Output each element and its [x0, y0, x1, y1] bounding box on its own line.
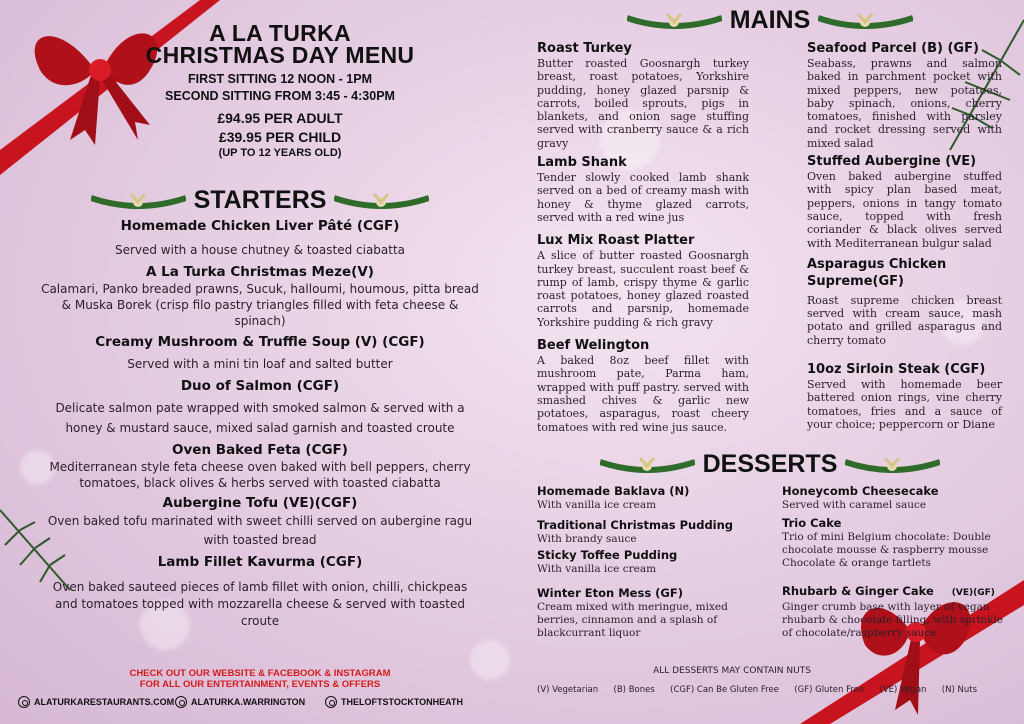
social-stocktonheath[interactable]	[325, 696, 463, 708]
main-item	[807, 361, 1002, 431]
main-name: Stuffed Aubergine (VE)	[807, 154, 977, 170]
main-desc: A slice of butter roasted Goosnargh turkey breast, succulent roast beef & rump of lamb, crispy thyme & garlic roast potatoes, honey glazed roasted carrots and parsnip, homemade Yorkshire pudding & rich gravy	[537, 249, 749, 329]
starter-item	[40, 553, 480, 630]
starter-item	[40, 377, 480, 438]
starter-item	[40, 494, 480, 550]
legend-item: (B) Bones	[613, 685, 655, 695]
header-block	[40, 22, 480, 159]
title-line-1: A LA TURKA	[209, 20, 351, 46]
main-name: Seafood Parcel (B) (GF)	[807, 41, 979, 56]
starter-desc: Oven baked tofu marinated with sweet chilli served on aubergine ragu with toasted bread	[47, 514, 473, 547]
mains-heading-row	[570, 6, 970, 35]
garland-icon	[627, 10, 722, 32]
legend-item: (V) Vegetarian	[537, 685, 599, 695]
starter-desc: Served with a mini tin loaf and salted butter	[127, 357, 393, 371]
starters-heading	[40, 186, 480, 215]
dessert-name: Homemade Baklava (N)	[537, 484, 690, 498]
starter-name: Duo of Salmon (CGF)	[180, 378, 340, 394]
bokeh-light	[470, 640, 510, 680]
legend-item: (N) Nuts	[941, 685, 977, 695]
starters-list	[40, 217, 480, 630]
dessert-desc: With brandy sauce	[537, 533, 637, 545]
main-desc: Served with homemade beer battered onion rings, vine cherry tomatoes, fries and a sauce of your choice; peppercorn or Diane	[807, 378, 1002, 431]
dessert-desc: Cream mixed with meringue, mixed berries, cinnamon and a splash of blackcurrant liquor	[537, 601, 728, 639]
dessert-item	[537, 518, 757, 546]
main-desc: Oven baked aubergine stuffed with spicy plan based meat, peppers, onions in tangy tomato sauce, topped with fresh coriander & black olives served with Mediterranean bulgur salad	[807, 170, 1002, 250]
legend-item: (VE) Vegan	[879, 685, 927, 695]
nuts-note: ALL DESSERTS MAY CONTAIN NUTS	[653, 666, 811, 676]
main-item	[537, 337, 749, 434]
dessert-desc: Served with caramel sauce	[782, 499, 927, 511]
dessert-item	[537, 484, 757, 512]
promo-line-1: CHECK OUT OUR WEBSITE & FACEBOOK & INSTAGRAM	[129, 668, 391, 679]
main-name: Lamb Shank	[537, 155, 627, 171]
instagram-icon	[325, 696, 337, 708]
social-label: ALATURKA.WARRINGTON	[191, 697, 306, 707]
desserts-left-column	[537, 484, 757, 640]
dessert-name: Rhubarb & Ginger Cake	[782, 584, 934, 598]
main-item	[807, 153, 1002, 250]
dessert-tag: (VE)(GF)	[951, 588, 995, 598]
dessert-desc: With vanilla ice cream	[537, 563, 657, 575]
starter-item	[40, 263, 480, 329]
main-name: 10oz Sirloin Steak (CGF)	[807, 362, 986, 378]
starter-name: Creamy Mushroom & Truffle Soup (V) (CGF)	[95, 334, 425, 350]
dessert-item	[782, 584, 1012, 640]
starter-name: Aubergine Tofu (VE)(CGF)	[162, 495, 358, 511]
starter-desc: Calamari, Panko breaded prawns, Sucuk, halloumi, houmous, pitta bread & Muska Borek (crisp filo pastry triangles filled with feta cheese & spinach)	[41, 282, 479, 328]
main-desc: A baked 8oz beef fillet with mushroom pate, Parma ham, wrapped with puff pastry. served with smashed chives & garlic new potatoes, asparagus, roast cheery tomatoes with red wine jus sauce.	[537, 354, 749, 434]
dessert-name: Sticky Toffee Pudding	[537, 548, 678, 562]
dessert-desc: Trio of mini Belgium chocolate: Double chocolate mousse & raspberry mousse Chocolate & orange tartlets	[782, 531, 991, 569]
starter-desc: Delicate salmon pate wrapped with smoked salmon & served with a honey & mustard sauce, mixed salad garnish and toasted croute	[55, 401, 465, 435]
main-name: Roast Turkey	[537, 41, 632, 56]
starters-section	[40, 186, 480, 633]
starter-desc: Oven baked sauteed pieces of lamb fillet with onion, chilli, chickpeas and tomatoes topped with mozzarella cheese & served with toasted croute	[52, 580, 468, 628]
main-name: Lux Mix Roast Platter	[537, 233, 695, 249]
main-item	[537, 232, 749, 329]
mains-right-column	[807, 40, 1002, 431]
main-name: Asparagus Chicken Supreme(GF)	[807, 256, 947, 289]
legend-item: (CGF) Can Be Gluten Free	[670, 685, 779, 695]
starter-item	[40, 217, 480, 258]
main-desc: Butter roasted Goosnargh turkey breast, roast potatoes, Yorkshire pudding, honey glazed parsnip & carrots, boiled sprouts, pigs in blankets, and onion sage stuffing served with cranberry sauce & a rich gravy	[537, 57, 749, 150]
price-child: £39.95 PER CHILD	[218, 129, 342, 145]
dessert-name: Honeycomb Cheesecake	[782, 484, 939, 498]
main-name: Beef Welington	[537, 338, 650, 354]
dessert-desc: Ginger crumb base with layer of vegan rhubarb & chocolate filling, with sprinkle of chocolate/raspberry sauce	[782, 601, 1003, 639]
main-desc: Seabass, prawns and salmon baked in parchment pocket with mixed peppers, new potatoes, baby spinach, onions, cherry tomatoes, finished with parsley and rocket dressing served with mixed salad	[807, 57, 1002, 150]
desserts-heading-text: DESSERTS	[702, 450, 838, 478]
first-sitting: FIRST SITTING 12 NOON - 1PM	[187, 72, 373, 86]
main-item	[807, 40, 1002, 150]
starter-name: A La Turka Christmas Meze(V)	[146, 264, 374, 280]
main-item	[807, 256, 1002, 347]
main-desc: Roast supreme chicken breast served with cream sauce, mash potato and grilled asparagus and cherry tomato	[807, 293, 1002, 347]
desserts-heading	[570, 450, 970, 479]
promo-line-2: FOR ALL OUR ENTERTAINMENT, EVENTS & OFFERS	[139, 679, 381, 690]
social-label: THELOFTSTOCKTONHEATH	[341, 697, 463, 707]
starter-name: Homemade Chicken Liver Pâté (CGF)	[120, 218, 400, 234]
mains-left-column	[537, 40, 749, 434]
second-sitting: SECOND SITTING FROM 3:45 - 4:30PM	[165, 89, 395, 103]
legend-item: (GF) Gluten Free	[794, 685, 865, 695]
garland-icon	[334, 190, 429, 212]
price-note: (UP TO 12 YEARS OLD)	[218, 147, 342, 159]
social-label: ALATURKARESTAURANTS.COM	[34, 697, 175, 707]
social-warrington[interactable]	[175, 696, 305, 708]
dessert-item	[537, 548, 757, 576]
social-website[interactable]	[18, 696, 174, 708]
garland-icon	[600, 454, 695, 476]
mains-heading	[570, 6, 970, 35]
mains-heading-text: MAINS	[729, 6, 811, 34]
garland-icon	[845, 454, 940, 476]
dessert-item	[782, 484, 1012, 512]
starter-item	[40, 441, 480, 491]
sitting-times	[80, 71, 480, 105]
promo-block	[90, 668, 430, 690]
dessert-item	[537, 586, 757, 640]
starter-item	[40, 333, 480, 372]
prices	[80, 109, 480, 147]
garland-icon	[818, 10, 913, 32]
main-desc: Tender slowly cooked lamb shank served on a bed of creamy mash with honey & thyme glazed carrots, served with a red wine jus	[537, 171, 749, 224]
dessert-desc: With vanilla ice cream	[537, 499, 657, 511]
starters-heading-text: STARTERS	[193, 186, 327, 214]
dessert-name: Traditional Christmas Pudding	[537, 518, 734, 532]
garland-icon	[91, 190, 186, 212]
dessert-name: Winter Eton Mess (GF)	[537, 586, 683, 600]
dessert-name: Trio Cake	[782, 516, 842, 530]
starter-name: Lamb Fillet Kavurma (CGF)	[157, 554, 363, 570]
instagram-icon	[175, 696, 187, 708]
main-item	[537, 154, 749, 224]
desserts-heading-row	[570, 450, 970, 479]
title-line-2: CHRISTMAS DAY MENU	[145, 42, 415, 68]
starter-desc: Mediterranean style feta cheese oven baked with bell peppers, cherry tomatoes, black olives & herbs served with toasted ciabatta	[49, 460, 471, 490]
menu-title	[80, 22, 480, 66]
dessert-item	[782, 516, 1012, 570]
starter-desc: Served with a house chutney & toasted ciabatta	[114, 243, 406, 257]
dessert-name-row	[782, 584, 1012, 601]
starter-name: Oven Baked Feta (CGF)	[172, 442, 348, 458]
main-item	[537, 40, 749, 150]
price-adult: £94.95 PER ADULT	[217, 110, 343, 126]
instagram-icon	[18, 696, 30, 708]
dietary-legend	[537, 685, 977, 695]
desserts-right-column	[782, 484, 1012, 640]
